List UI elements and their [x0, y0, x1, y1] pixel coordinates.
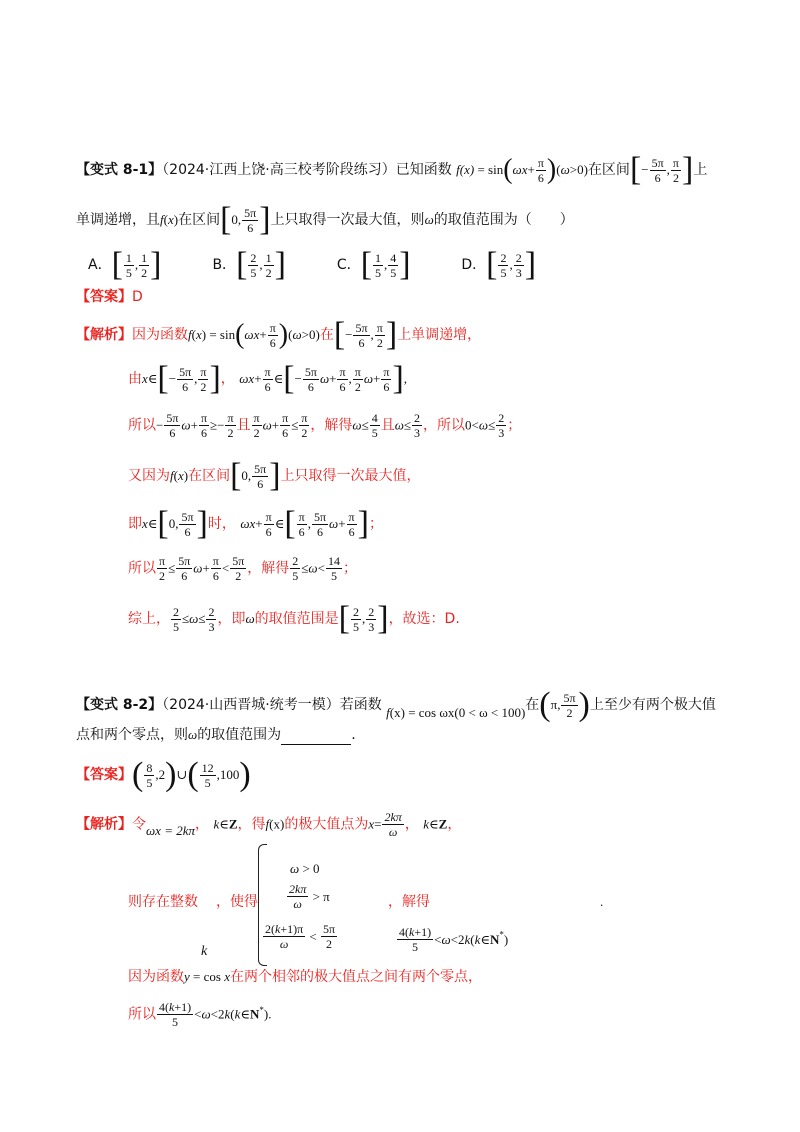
problem1-line2a: 单调递增，且	[76, 212, 160, 228]
system-row-3: $\frac{2(k+1)\pi}{\omega}$ < $\frac{5\pi}{2}$	[265, 922, 336, 951]
math-fx: f(x)	[456, 162, 475, 177]
problem2-analysis-3: 因为函数y = cos x在两个相邻的极大值点之间有两个零点，	[128, 969, 482, 985]
problem1-analysis-7: 综上， $\frac{2}{5}$ ≤ω≤ $\frac{2}{3}$ ，即ω的取值范围是[ $\frac{2}{5}$ , $\frac{2}{3}$ ]，故选：D.	[128, 600, 460, 637]
problem1-analysis-1: 【解析】因为函数f(x) = sin(ωx+ $\frac{\pi}{6}$ )(ω>0)在[− $\frac{5\pi}{6}$ , $\frac{\pi}{2}$ ]上单调递增，	[76, 316, 482, 353]
analysis-label-2: 【解析】	[76, 816, 132, 833]
option-c-letter: C．	[336, 257, 361, 273]
frac-pi-6: $\frac{\pi}{6}$	[537, 155, 544, 185]
math-sin: = sin	[474, 162, 504, 177]
problem2-analysis-4: 所以 $\frac{4(k+1)}{5}$ <ω<2k(k∈N*).	[128, 1000, 272, 1030]
problem1-analysis-3: 所以− $\frac{5\pi}{6}$ ω+ $\frac{\pi}{6}$ ≥− $\frac{\pi}{2}$ 且 $\frac{\pi}{2}$ ω+ $\frac{\pi}{6}$ ≤ $\frac{\pi}{2}$ ，解得ω≤ $\frac{4}{5}$ 且ω≤ $\frac{2}{3}$ ，所以0<ω≤ $\frac{2}{3}$ ；	[128, 411, 522, 440]
integer-k: k	[201, 944, 208, 959]
problem2-analysis-1: 【解析】令ωx = 2kπ， k∈Z，得f(x)的极大值点为x= $\frac{2k\pi}{\omega}$ ， k∈Z，	[76, 810, 462, 839]
problem2-source: （2024·山西晋城·统考一模）若函数	[162, 697, 382, 713]
analysis-label: 【解析】	[76, 327, 132, 343]
problem1-analysis-4: 又因为f(x)在区间[0, $\frac{5\pi}{6}$ ]上只取得一次最大值，	[128, 457, 421, 494]
problem1-line2: 单调递增，且f(x)在区间[0, $\frac{5\pi}{6}$ ]上只取得一次最大值，则ω的取值范围为（ ）	[76, 201, 574, 238]
problem1-options	[88, 248, 581, 282]
problem1-analysis-5: 即x∈[0, $\frac{5\pi}{6}$ ]时， ωx+ $\frac{\pi}{6}$ ∈[ $\frac{\pi}{6}$ , $\frac{5\pi}{6}$ ω+ $\frac{\pi}{6}$ ]；	[128, 505, 383, 542]
answer-value: D	[132, 289, 143, 305]
problem1-line1: 【变式 8-1】（2024·江西上饶·高三校考阶段练习）已知函数 f(x) = sin(ωx+ $\frac{\pi}{6}$ )(ω>0)在区间[− $\frac{5\pi}{6}$ , $\frac{\pi}{2}$ ]上	[76, 151, 708, 188]
option-d[interactable]: D．[ $\frac{2}{5}$ , $\frac{2}{3}$ ]	[461, 246, 537, 283]
problem1-t2: 上	[693, 162, 708, 178]
system-row-2: $\frac{2k\pi}{\omega}$ > π	[289, 882, 330, 911]
option-a[interactable]: A．[ $\frac{1}{5}$ , $\frac{1}{2}$ ]	[88, 246, 162, 283]
solution-range: $\frac{4(k+1)}{5}$ <ω<2k(k∈N*)	[399, 925, 509, 954]
problem1-source: （2024·江西上饶·高三校考阶段练习）已知函数	[162, 162, 452, 178]
problem1-line2b: 在区间	[178, 212, 221, 228]
problem1-analysis-2: 由x∈[− $\frac{5\pi}{6}$ , $\frac{\pi}{2}$ ]， ωx+ $\frac{\pi}{6}$ ∈[− $\frac{5\pi}{6}$ ω+ $\frac{\pi}{6}$ , $\frac{\pi}{2}$ ω+ $\frac{\pi}{6}$ ],	[128, 360, 408, 397]
problem1-line2d: 的取值范围为（ ）	[433, 212, 574, 228]
option-a-letter: A．	[88, 257, 112, 273]
option-d-letter: D．	[461, 257, 487, 273]
answer-label-2: 【答案】	[76, 767, 132, 783]
problem2-analysis-2: 则存在整数 ，使得 ，解得 .	[128, 894, 604, 910]
problem1-line2c: 上只取得一次最大值，则	[270, 212, 425, 228]
problem1-answer	[76, 287, 143, 307]
option-b-letter: B．	[212, 257, 237, 273]
problem2-line1: 【变式 8-2】（2024·山西晋城·统考一模）若函数 f(x) = cos ωx(0 < ω < 100)在(π, $\frac{5\pi}{2}$ )上至少有两个极大值	[76, 686, 716, 723]
system-row-1: ω > 0	[290, 861, 320, 876]
problem1-tag: 【变式 8-1】	[76, 162, 163, 178]
problem1-analysis-6: 所以 $\frac{\pi}{2}$ ≤ $\frac{5\pi}{6}$ ω+ $\frac{\pi}{6}$ < $\frac{5\pi}{2}$ ，解得 $\frac{2}{5}$ ≤ω< $\frac{14}{5}$ ；	[128, 554, 357, 583]
problem2-answer: 【答案】( $\frac{8}{5}$ ,2)∪( $\frac{12}{5}$ ,100)	[76, 756, 251, 793]
problem1-t1: 在区间	[587, 162, 630, 178]
problem2-line2: 点和两个零点，则ω的取值范围为 .	[76, 727, 356, 743]
option-b[interactable]: B．[ $\frac{2}{5}$ , $\frac{1}{2}$ ]	[212, 246, 286, 283]
option-c[interactable]: C．[ $\frac{1}{5}$ , $\frac{4}{5}$ ]	[336, 246, 411, 283]
answer-label: 【答案】	[76, 289, 132, 305]
problem2-tag: 【变式 8-2】	[76, 697, 163, 713]
answer-blank[interactable]	[281, 730, 351, 745]
